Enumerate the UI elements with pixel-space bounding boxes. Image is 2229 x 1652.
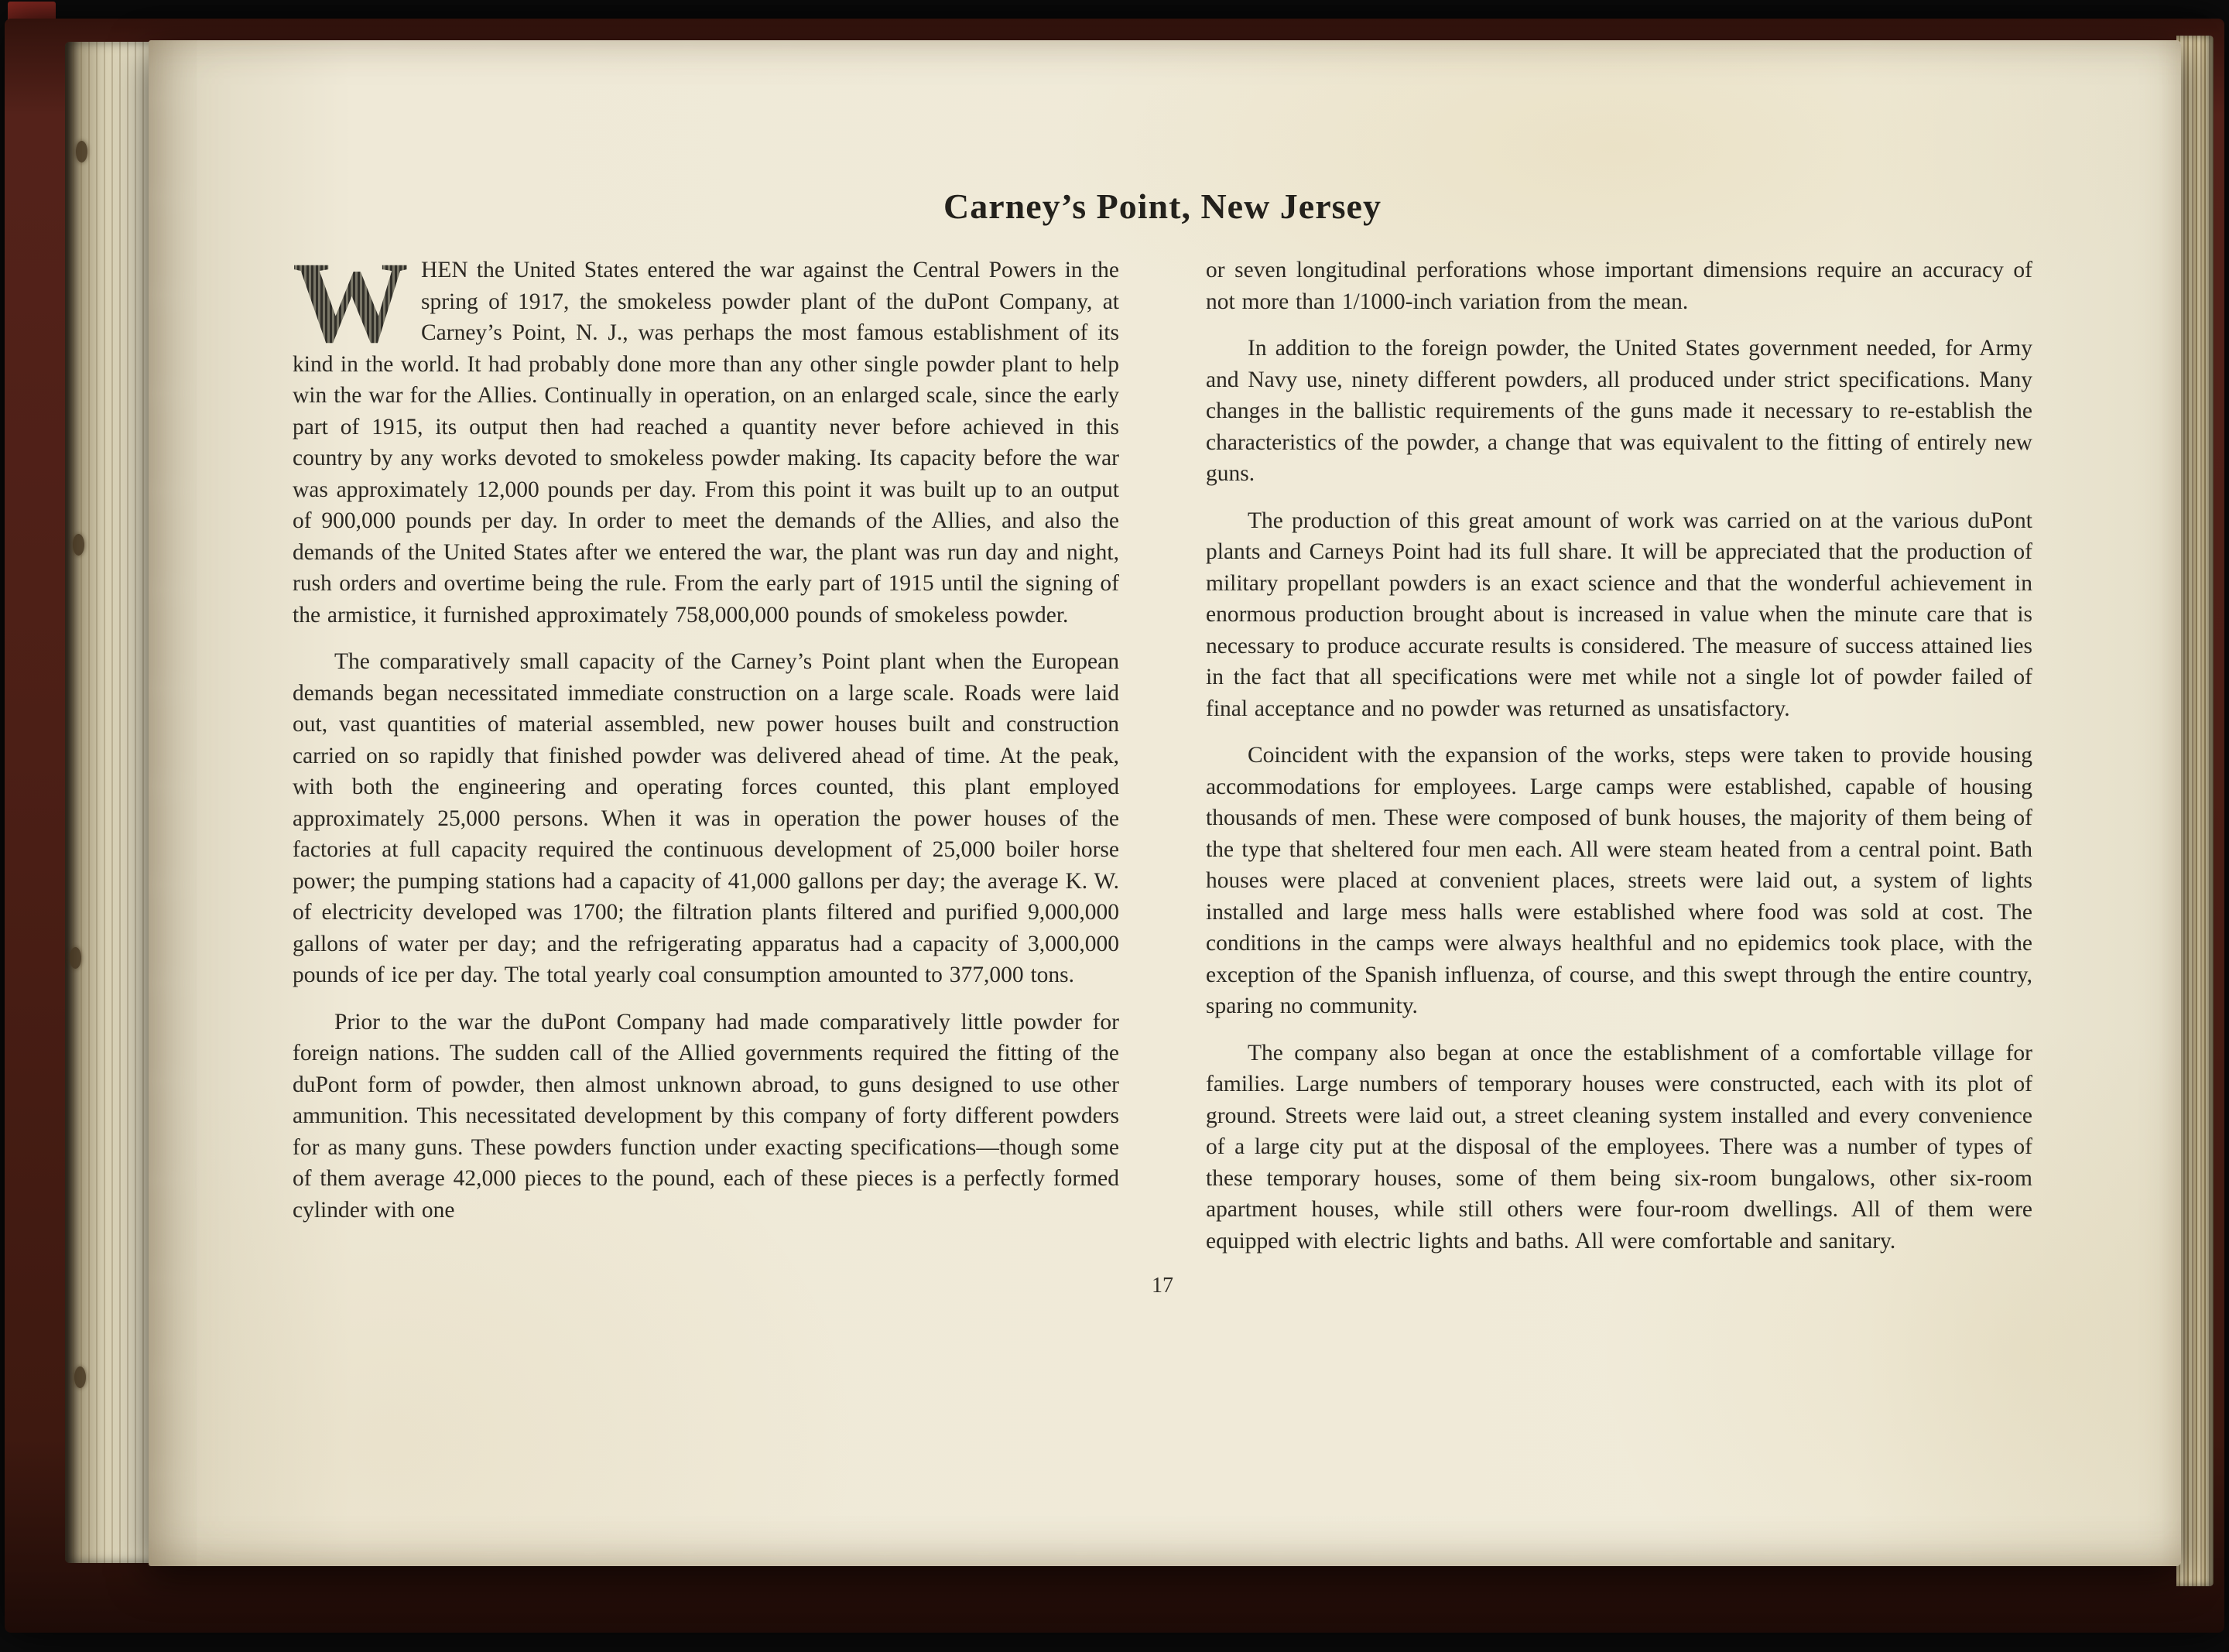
left-column: [293, 238, 1119, 1272]
text-columns: [293, 238, 2032, 1272]
page-stack-right-edge: [2176, 36, 2214, 1586]
stitch-hole: [74, 1366, 86, 1388]
paragraph: The company also began at once the establishment of a comfortable village for families. Large numbers of temporary houses were constructed, each with its plot of ground. Streets were laid out, a street cleaning system installed and every convenience of a large city put at the disposal of the employees. There was a number of types of these temporary houses, some of them being six-room bungalows, other six-room apartment houses, while still others were four-room dwellings. All of them were equipped with electric lights and baths. All were comfortable and sanitary.: [1206, 1040, 2032, 1254]
paragraph: W HEN the United States entered the war against the Central Powers in the spring of 1917, the smokeless powder plant of the duPont Company, at Carney’s Point, N. J., was perhaps the most famous establishment of its kind in the world. It had probably done more than any other single powder plant to help win the war for the Allies. Continually in operation, on an enlarged scale, since the early part of 1915, its output then had reached a quantity never before achieved in this country by any works devoted to smokeless powder making. Its capacity before the war was approximately 12,000 pounds per day. From this point it was built up to an output of 900,000 pounds per day. In order to meet the demands of the Allies, and also the demands of the United States after we entered the war, the plant was run day and night, rush orders and overtime being the rule. From the early part of 1915 until the signing of the armistice, it furnished approximately 758,000,000 pounds of smokeless powder.: [293, 238, 1119, 628]
drop-cap: W: [293, 255, 421, 346]
book-page: [149, 40, 2181, 1566]
page-title: Carney’s Point, New Jersey: [943, 186, 1382, 226]
page-number: 17: [1152, 1274, 1173, 1298]
right-column: [1206, 255, 2032, 1272]
page-gutter: [65, 42, 155, 1563]
paragraph: or seven longitudinal perforations whose important dimensions require an accuracy of not more than 1/1000-inch variation from the mean.: [1206, 258, 2032, 314]
paragraph: The comparatively small capacity of the Carney’s Point plant when the European demands began necessitated immediate construction on a large scale. Roads were laid out, vast quantities of material assembled, new power houses built and construction carried on so rapidly that finished powder was delivered ahead of time. At the peak, with both the engineering and operating forces counted, this plant employed approximately 25,000 persons. When it was in operation the power houses of the factories at full capacity required the continuous development of 25,000 boiler horse power; the pumping stations had a capacity of 41,000 gallons per day; the average K. W. of electricity developed was 1700; the filtration plants filtered and purified 9,000,000 gallons of water per day; and the refrigerating apparatus had a capacity of 3,000,000 pounds of ice per day. The total yearly coal consumption amounted to 377,000 tons.: [293, 649, 1119, 987]
stitch-hole: [76, 141, 87, 162]
stitch-hole: [70, 947, 81, 969]
paragraph: The production of this great amount of work was carried on at the various duPont plants and Carneys Point had its full share. It will be appreciated that the production of military propellant powders is an exact science and that the wonderful achievement in enormous production brought about is increased in value when the minute care that is necessary to produce accurate results is considered. The measure of success attained lies in the fact that all specifications were met while not a single lot of powder failed of final acceptance and no powder was returned as unsatisfactory.: [1206, 508, 2032, 721]
stitch-hole: [73, 534, 84, 556]
paragraph: Prior to the war the duPont Company had made comparatively little powder for foreign nations. The sudden call of the Allied governments required the fitting of the duPont form of powder, then almost unknown abroad, to guns designed to use other ammunition. This necessitated development by this company of forty different powders for as many guns. These powders function under exacting specifications—though some of them average 42,000 pieces to the pound, each of these pieces is a perfectly formed cylinder with one: [293, 1009, 1119, 1223]
page-content: [293, 186, 2032, 1298]
paragraph: Coincident with the expansion of the works, steps were taken to provide housing accommodations for employees. Large camps were established, capable of housing thousands of men. These were composed of bunk houses, the majority of them being of the type that sheltered four men each. All were steam heated from a central point. Bath houses were placed at convenient places, streets were laid out, a system of lights installed and large mess halls were established where food was sold at cost. The conditions in the camps were always healthful and no epidemics took place, with the exception of the Spanish influenza, of course, and this swept through the entire country, sparing no community.: [1206, 743, 2032, 1018]
paragraph: In addition to the foreign powder, the United States government needed, for Army and Navy use, ninety different powders, all produced under strict specifications. Many changes in the ballistic requirements of the guns made it necessary to re-establish the characteristics of the powder, a change that was equivalent to the fitting of entirely new guns.: [1206, 336, 2032, 486]
